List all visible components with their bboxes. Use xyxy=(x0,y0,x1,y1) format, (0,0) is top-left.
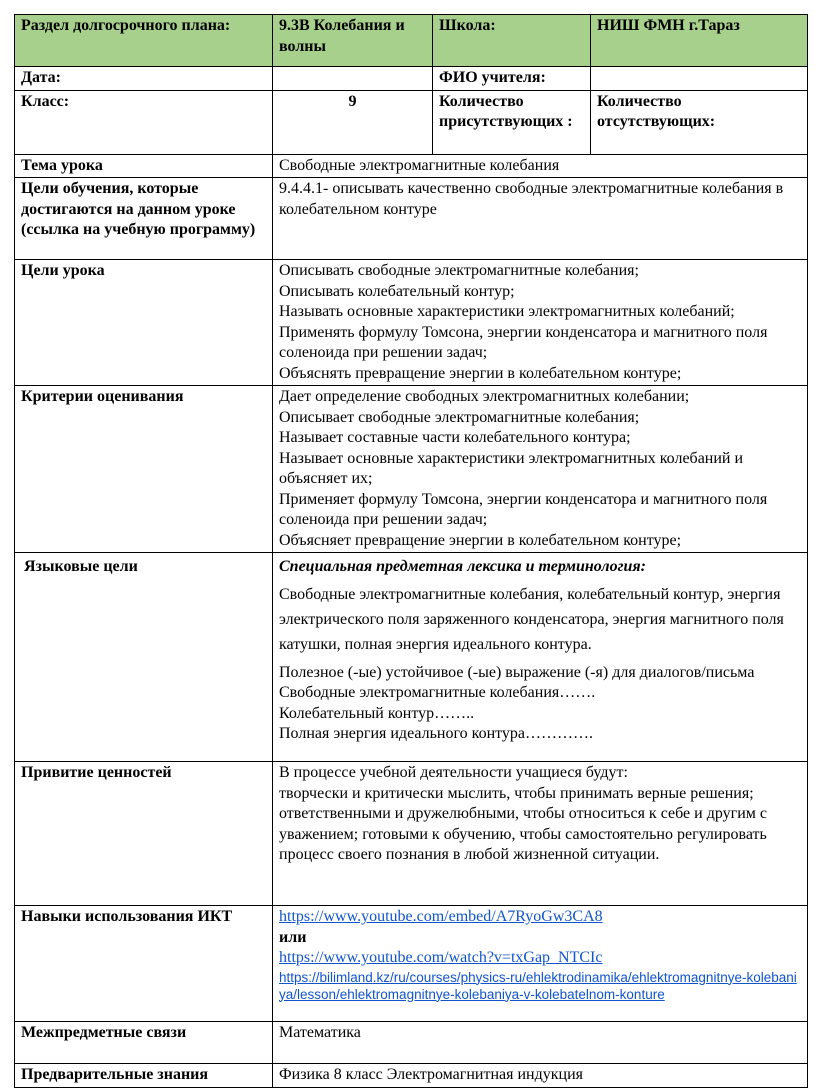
present-label: Количество присутствующих : xyxy=(433,90,591,154)
criterion: Дает определение свободных электромагнитных колебании; xyxy=(279,388,690,405)
class-label: Класс: xyxy=(15,90,273,154)
criterion: Называет основные характеристики электромагнитных колебаний и объясняет их; xyxy=(279,449,744,487)
language-phrases-heading: Полезное (-ые) устойчивое (-ые) выражение (-я) для диалогов/письма xyxy=(279,663,755,681)
values-line: В процессе учебной деятельности учащиеся будут: xyxy=(279,764,628,781)
lesson-goals-list xyxy=(273,260,808,386)
language-phrase: Полная энергия идеального контура…………. xyxy=(279,725,594,742)
language-phrase: Свободные электромагнитные колебания……. xyxy=(279,684,596,701)
prior-knowledge-row xyxy=(15,1064,808,1088)
values-line: ответственными и дружелюбными, чтобы относиться к себе и другим с уважением; готовыми к обучению, чтобы самостоятельно регулировать процесс своего познания в любой жизненной ситуации. xyxy=(279,805,767,863)
school-value: НИШ ФМН г.Тараз xyxy=(591,15,808,67)
values-label: Привитие ценностей xyxy=(15,762,273,906)
criterion: Называет составные части колебательного контура; xyxy=(279,429,631,446)
objectives-row xyxy=(15,178,808,260)
lesson-goals-label: Цели урока xyxy=(15,260,273,386)
criterion: Объясняет превращение энергии в колебательном контуре; xyxy=(279,531,682,549)
header-row xyxy=(15,15,808,67)
values-line: творчески и критически мыслить, чтобы принимать верные решения; xyxy=(279,784,754,802)
ict-content xyxy=(273,906,808,1022)
section-value: 9.3В Колебания и волны xyxy=(273,15,433,67)
language-heading: Специальная предметная лексика и терминология: xyxy=(279,558,646,575)
absent-label: Количество отсутствующих: xyxy=(591,90,808,154)
language-terms: Свободные электромагнитные колебания, колебательный контур, энергия электрического поля заряженного конденсатора, энергия магнитного поля катушки, полная энергия идеального контура. xyxy=(279,585,784,653)
lesson-plan-table xyxy=(14,14,808,1088)
values-row xyxy=(15,762,808,906)
school-label: Школа: xyxy=(433,15,591,67)
values-content xyxy=(273,762,808,906)
teacher-value xyxy=(591,67,808,91)
language-content xyxy=(273,553,808,762)
class-row xyxy=(15,90,808,154)
class-value: 9 xyxy=(273,90,433,154)
criteria-label: Критерии оценивания xyxy=(15,386,273,553)
topic-value: Свободные электромагнитные колебания xyxy=(273,154,808,178)
lesson-goal: Называть основные характеристики электромагнитных колебаний; xyxy=(279,303,735,320)
date-value xyxy=(273,67,433,91)
lesson-goal: Объяснять превращение энергии в колебательном контуре; xyxy=(279,364,682,382)
language-row xyxy=(15,553,808,762)
prior-label: Предварительные знания xyxy=(15,1064,273,1088)
teacher-label: ФИО учителя: xyxy=(433,67,591,91)
language-label: Языковые цели xyxy=(15,553,273,762)
objectives-value: 9.4.4.1- описывать качественно свободные электромагнитные колебания в колебательном контуре xyxy=(273,178,808,260)
criteria-list xyxy=(273,386,808,553)
criterion: Применяет формулу Томсона, энергии конденсатора и магнитного поля соленоида при решении задач; xyxy=(279,490,768,528)
lesson-goal: Описывать колебательный контур; xyxy=(279,282,515,300)
interdisciplinary-value: Математика xyxy=(273,1022,808,1064)
topic-row xyxy=(15,154,808,178)
bilimland-link[interactable]: https://bilimland.kz/ru/courses/physics-ru/ehlektrodinamika/ehlektromagnitnye-kolebaniya/lesson/ehlektromagnitnye-kolebaniya-v-kolebatelnom-konture xyxy=(279,969,797,1002)
topic-label: Тема урока xyxy=(15,154,273,178)
ict-row xyxy=(15,906,808,1022)
date-row xyxy=(15,67,808,91)
ict-or: или xyxy=(279,928,307,946)
lesson-goal: Применять формулу Томсона, энергии конденсатора и магнитного поля соленоида при решении задач; xyxy=(279,323,768,361)
lesson-goals-row xyxy=(15,260,808,386)
criterion: Описывает свободные электромагнитные колебания; xyxy=(279,408,640,426)
interdisciplinary-label: Межпредметные связи xyxy=(15,1022,273,1064)
section-label: Раздел долгосрочного плана: xyxy=(15,15,273,67)
youtube-link-1[interactable]: https://www.youtube.com/embed/A7RyoGw3CA8 xyxy=(279,908,603,925)
date-label: Дата: xyxy=(15,67,273,91)
criteria-row xyxy=(15,386,808,553)
language-phrase: Колебательный контур…….. xyxy=(279,704,475,722)
objectives-label: Цели обучения, которые достигаются на данном уроке (ссылка на учебную программу) xyxy=(15,178,273,260)
youtube-link-2[interactable]: https://www.youtube.com/watch?v=txGap_NTCIc xyxy=(279,949,603,966)
prior-value: Физика 8 класс Электромагнитная индукция xyxy=(273,1064,808,1088)
ict-label: Навыки использования ИКТ xyxy=(15,906,273,1022)
interdisciplinary-row xyxy=(15,1022,808,1064)
lesson-goal: Описывать свободные электромагнитные колебания; xyxy=(279,262,639,279)
